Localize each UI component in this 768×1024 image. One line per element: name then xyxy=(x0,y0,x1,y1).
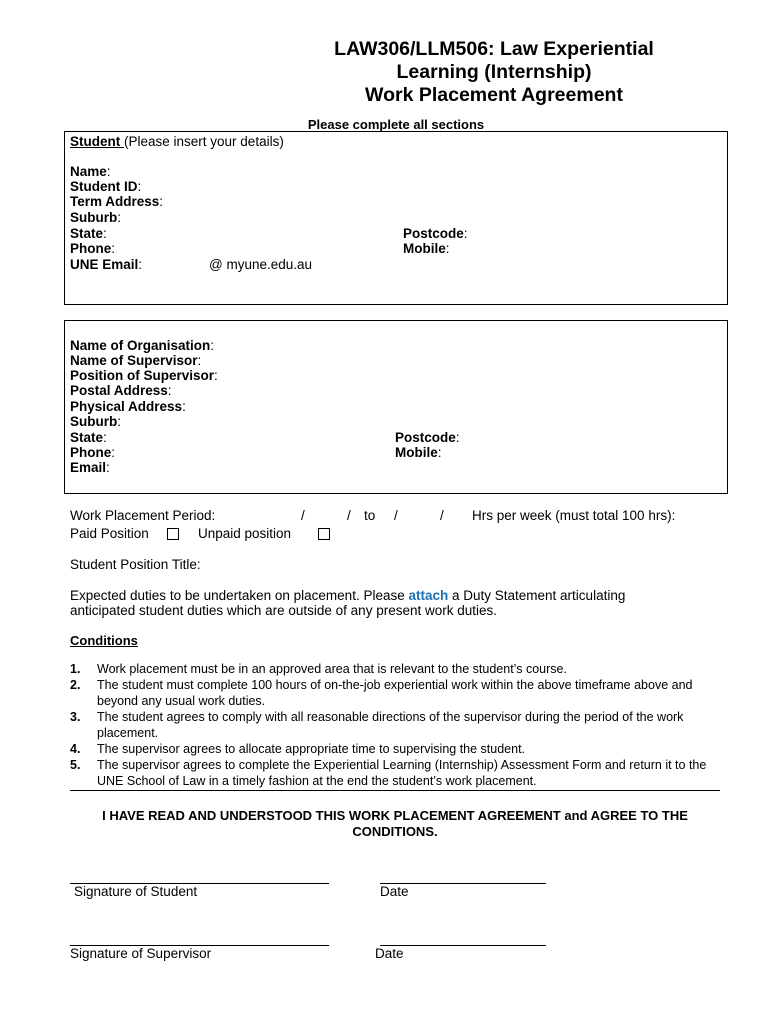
date-separator: / xyxy=(301,508,305,523)
date-separator: / xyxy=(394,508,398,523)
period-to-label: to xyxy=(364,508,376,523)
instruction-text: Please complete all sections xyxy=(307,117,485,132)
org-postcode-label: Postcode xyxy=(395,430,456,445)
condition-item xyxy=(70,757,720,789)
supervisor-signature-label: Signature of Supervisor xyxy=(70,946,212,961)
org-phone-label: Phone xyxy=(70,445,112,460)
duties-instruction-line-2: anticipated student duties which are outside of any present work duties. xyxy=(70,603,498,618)
hours-per-week-label: Hrs per week (must total 100 hrs): xyxy=(472,508,676,523)
org-suburb-label: Suburb xyxy=(70,414,118,429)
condition-text: The student agrees to comply with all reasonable directions of the supervisor during the period of the work placement. xyxy=(97,710,684,740)
unpaid-position-checkbox[interactable] xyxy=(318,528,330,540)
student-details-section xyxy=(64,131,728,305)
agreement-line-1: I HAVE READ AND UNDERSTOOD THIS WORK PLACEMENT AGREEMENT and AGREE TO THE xyxy=(102,808,688,823)
conditions-list xyxy=(70,661,720,789)
supervisor-date-line[interactable] xyxy=(380,945,546,946)
attach-keyword: attach xyxy=(408,588,449,603)
physical-address-label: Physical Address xyxy=(70,399,183,414)
agreement-statement xyxy=(60,808,730,840)
date-separator: / xyxy=(440,508,444,523)
postal-address-label: Postal Address xyxy=(70,383,168,398)
student-postcode-label: Postcode xyxy=(403,226,464,241)
student-heading xyxy=(70,134,284,149)
supervisor-date-label: Date xyxy=(375,946,404,961)
student-heading-label: Student xyxy=(70,134,124,149)
condition-text: Work placement must be in an approved area that is relevant to the student’s course. xyxy=(97,662,567,676)
paid-position-checkbox[interactable] xyxy=(167,528,179,540)
student-date-label: Date xyxy=(380,884,409,899)
student-suburb-label: Suburb xyxy=(70,210,118,225)
duties-instruction xyxy=(70,588,625,603)
student-name-label: Name xyxy=(70,164,107,179)
position-title-label: Student Position Title: xyxy=(70,557,201,572)
title-line-3: Work Placement Agreement xyxy=(365,84,623,106)
condition-item xyxy=(70,709,720,741)
org-name-label: Name of Organisation xyxy=(70,338,211,353)
duties-text-start: Expected duties to be undertaken on placement. Please xyxy=(70,588,409,603)
condition-number: 3. xyxy=(70,710,81,724)
org-email-label: Email xyxy=(70,460,107,475)
date-separator: / xyxy=(347,508,351,523)
supervisor-name-label: Name of Supervisor xyxy=(70,353,198,368)
unpaid-position-label: Unpaid position xyxy=(198,526,292,541)
paid-position-label: Paid Position xyxy=(70,526,149,541)
duties-text-end: a Duty Statement articulating xyxy=(448,588,626,603)
student-mobile-label: Mobile xyxy=(403,241,446,256)
student-id-label: Student ID xyxy=(70,179,138,194)
org-state-label: State xyxy=(70,430,104,445)
student-heading-note: (Please insert your details) xyxy=(124,134,284,149)
agreement-line-2: CONDITIONS. xyxy=(352,824,438,839)
org-mobile-label: Mobile xyxy=(395,445,438,460)
student-phone-label: Phone xyxy=(70,241,112,256)
title-line-1: LAW306/LLM506: Law Experiential xyxy=(334,38,654,60)
condition-number: 5. xyxy=(70,758,81,772)
condition-text: The student must complete 100 hours of on-the-job experiential work within the above timeframe above and beyond any usual work duties. xyxy=(97,678,693,708)
condition-number: 2. xyxy=(70,678,81,692)
placement-period-label: Work Placement Period: xyxy=(70,508,216,523)
condition-item xyxy=(70,677,720,709)
student-state-label: State xyxy=(70,226,104,241)
condition-number: 4. xyxy=(70,742,81,756)
supervisor-position-label: Position of Supervisor xyxy=(70,368,215,383)
student-signature-label: Signature of Student xyxy=(74,884,198,899)
email-domain: @ myune.edu.au xyxy=(209,257,313,272)
condition-item xyxy=(70,661,720,677)
condition-text: The supervisor agrees to allocate appropriate time to supervising the student. xyxy=(97,742,526,756)
condition-item xyxy=(70,741,720,757)
term-address-label: Term Address xyxy=(70,194,160,209)
section-divider xyxy=(70,790,720,791)
title-line-2: Learning (Internship) xyxy=(396,61,592,83)
condition-text: The supervisor agrees to complete the Experiential Learning (Internship) Assessment Form and return it to the UNE School of Law in a timely fashion at the end the student’s work placement. xyxy=(97,758,707,788)
conditions-heading: Conditions xyxy=(70,633,138,648)
une-email-label: UNE Email xyxy=(70,257,139,272)
condition-number: 1. xyxy=(70,662,81,676)
document-title xyxy=(300,38,688,107)
